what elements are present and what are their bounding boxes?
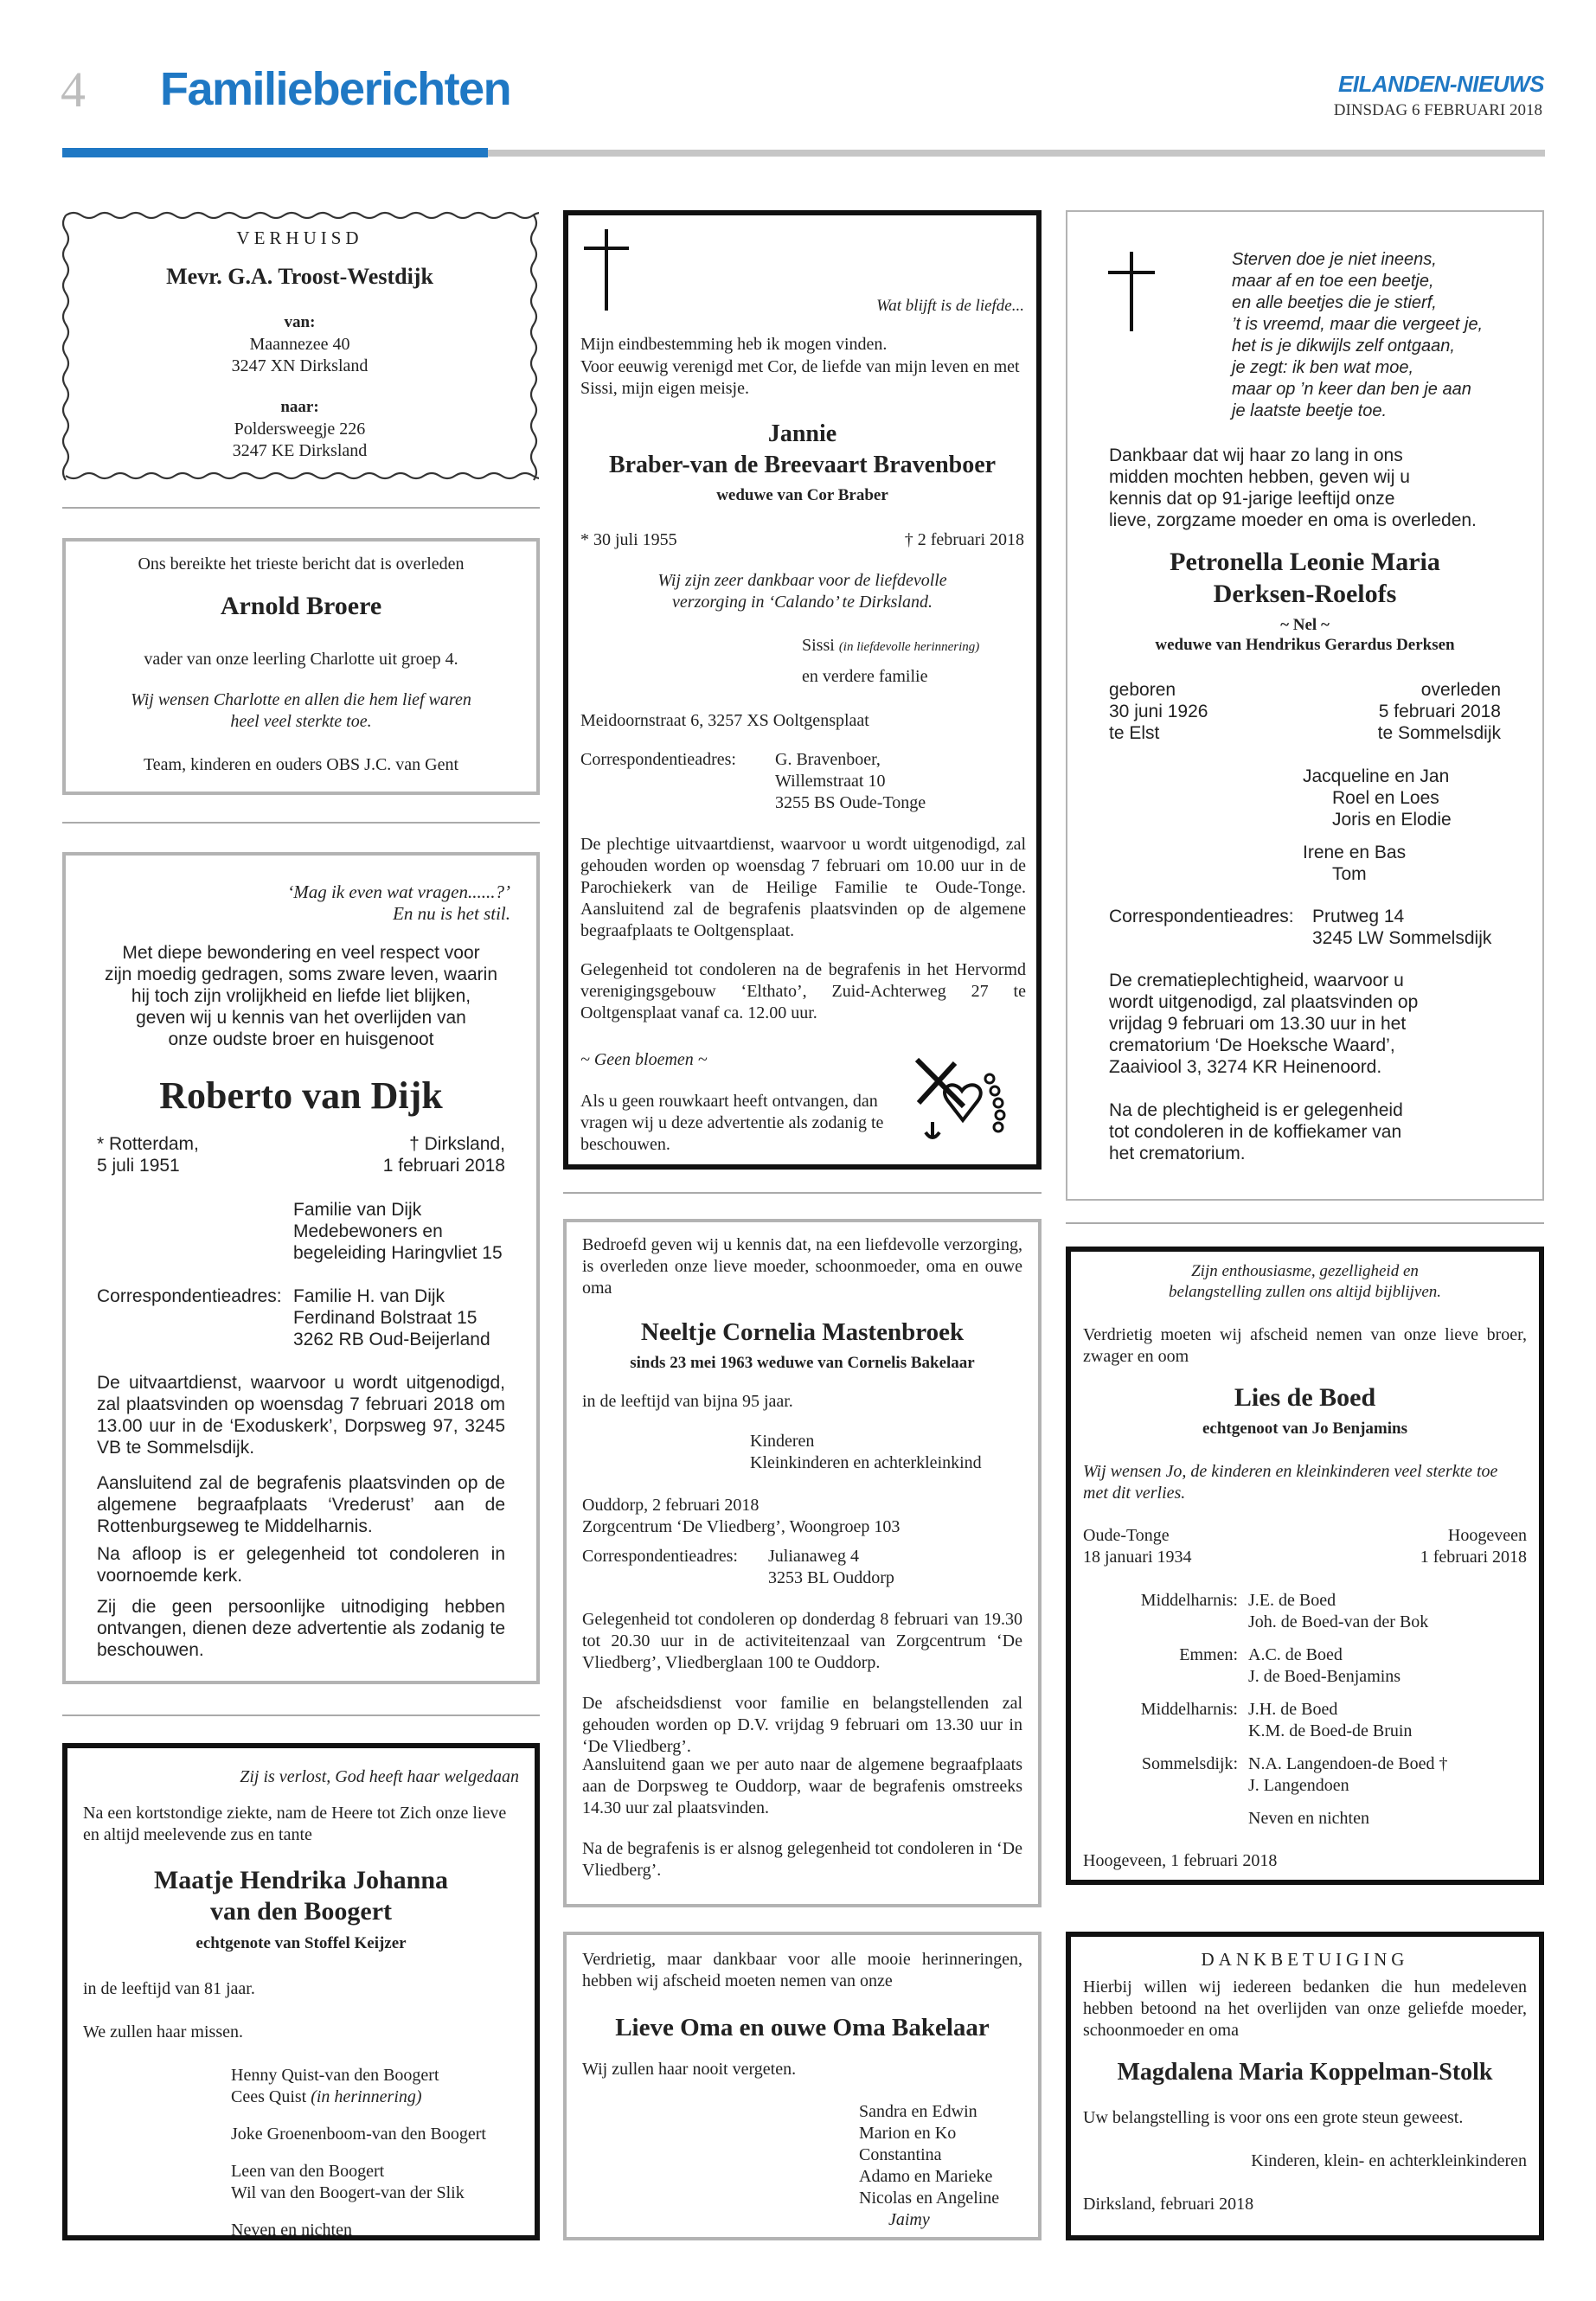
deboed-r4-b: J. Langendoen (1248, 1776, 1349, 1795)
cross-icon-bar (584, 247, 629, 250)
deboed-r1-place: Middelharnis: (1140, 1591, 1238, 1610)
koppelman-intro: Hierbij willen wij iedereen bedanken die hun medeleven hebben betoond na het overlijden van onze geliefde moeder, schoonmoeder en oma (1083, 1977, 1527, 2040)
mastenbroek-age: in de leeftijd van bijna 95 jaar. (582, 1392, 793, 1411)
derksen-poem-1: Sterven doe je niet ineens, (1232, 250, 1437, 269)
derksen-poem-3: en alle beetjes die je stierf, (1232, 293, 1437, 312)
bakelaar-family-4: Adamo en Marieke (859, 2167, 993, 2186)
deboed-r3-place: Middelharnis: (1140, 1700, 1238, 1719)
derksen-poem-2: maar af en toe een beetje, (1232, 272, 1434, 291)
braber-para-1: De plechtige uitvaartdienst, waarvoor u wordt uitgenodigd, zal gehouden worden op woensdag 7 februari om 10.00 uur in de Parochiekerk van de Heilige Familie te Oude-Tonge. Aansluitend zal de begrafenis plaatsvinden op de algemene begraafplaats te Ooltgensplaat. (580, 835, 1026, 940)
deboed-r4-place: Sommelsdijk: (1141, 1754, 1238, 1773)
vandijk-intro-2: zijn moedig gedragen, soms zware leven, waarin (104, 965, 498, 984)
vandijk-intro-5: onze oudste broer en huisgenoot (168, 1029, 434, 1049)
verhuisd-ad (61, 210, 539, 481)
braber-ad (563, 210, 1042, 1170)
mastenbroek-family-2: Kleinkinderen en achterkleinkind (750, 1453, 982, 1472)
braber-intro-2: Voor eeuwig verenigd met Cor, de liefde van mijn leven en met Sissi, mijn eigen meisje. (580, 357, 1020, 398)
deboed-ad (1066, 1247, 1544, 1885)
vandijk-para-3: Na afloop is er gelegenheid tot condoleren in voornoemde kerk. (97, 1544, 505, 1586)
derksen-corr-label: Correspondentieadres: (1109, 907, 1294, 926)
derksen-name-1: Petronella Leonie Maria (1170, 548, 1440, 576)
boogert-family-2 (231, 2087, 422, 2108)
boogert-family-1: Henny Quist-van den Boogert (231, 2066, 439, 2085)
separator (62, 1715, 540, 1716)
mastenbroek-para-1: Gelegenheid tot condoleren op donderdag 8 februari van 19.30 tot 20.30 uur in de activiteitenzaal van Zorgcentrum ‘De Vliedberg’, Vliedberglaan 100 te Ouddorp. (582, 1610, 1022, 1672)
mastenbroek-family-1: Kinderen (750, 1432, 815, 1451)
derksen-para2-1: Na de plechtigheid is er gelegenheid (1109, 1100, 1403, 1120)
vandijk-ad (62, 852, 540, 1684)
vandijk-name: Roberto van Dijk (159, 1074, 443, 1117)
bakelaar-family-1: Sandra en Edwin (859, 2102, 977, 2121)
vandijk-para-4: Zij die geen persoonlijke uitnodiging hebben ontvangen, dienen deze advertentie als zodanig te beschouwen. (97, 1597, 505, 1660)
braber-died: † 2 februari 2018 (904, 530, 1024, 549)
braber-thanks-1: Wij zijn zeer dankbaar voor de liefdevolle (657, 571, 947, 590)
broere-wish-2: heel veel sterkte toe. (230, 712, 372, 731)
boogert-intro: Na een kortstondige ziekte, nam de Heere tot Zich onze lieve en altijd meelevende zus en tante (83, 1804, 507, 1844)
derksen-para2-2: tot condoleren in de koffiekamer van (1109, 1122, 1402, 1142)
header-rule-blue (62, 148, 488, 157)
mastenbroek-intro: Bedroefd geven wij u kennis dat, na een liefdevolle verzorging, is overleden onze lieve moeder, schoonmoeder, oma en ouwe oma (582, 1235, 1022, 1298)
braber-family: en verdere familie (802, 667, 928, 686)
deboed-r4-a: N.A. Langendoen-de Boed † (1248, 1754, 1448, 1773)
deboed-quote-2: belangstelling zullen ons altijd bijblijven. (1168, 1283, 1442, 1301)
braber-thanks-2: verzorging in ‘Calando’ te Dirksland. (672, 593, 933, 612)
deboed-r2-place: Emmen: (1179, 1645, 1238, 1664)
deboed-born-date: 18 januari 1934 (1083, 1548, 1192, 1567)
koppelman-title: DANKBETUIGING (1201, 1949, 1409, 1970)
mastenbroek-name: Neeltje Cornelia Mastenbroek (640, 1318, 965, 1346)
verhuisd-to-city: 3247 KE Dirksland (232, 441, 368, 460)
newspaper-logo: EILANDEN-NIEUWS (1337, 71, 1544, 97)
vandijk-intro-4: geven wij u kennis van het overlijden van (136, 1008, 466, 1028)
derksen-poem-8: je laatste beetje toe. (1232, 401, 1388, 420)
derksen-born-label: geboren (1109, 680, 1176, 700)
deboed-quote-1: Zijn enthousiasme, gezelligheid en (1191, 1262, 1419, 1280)
bakelaar-family-6: Jaimy (888, 2210, 930, 2229)
braber-corr-3: 3255 BS Oude-Tonge (775, 793, 926, 812)
verhuisd-name: Mevr. G.A. Troost-Westdijk (166, 264, 433, 289)
bakelaar-never: Wij zullen haar nooit vergeten. (582, 2060, 797, 2079)
deboed-r2-b: J. de Boed-Benjamins (1248, 1667, 1401, 1686)
mastenbroek-corr-1: Julianaweg 4 (768, 1547, 859, 1566)
derksen-family-3: Joris en Elodie (1332, 810, 1452, 830)
braber-no-flowers: ~ Geen bloemen ~ (580, 1050, 708, 1069)
vandijk-died-date: 1 februari 2018 (382, 1156, 505, 1176)
braber-corr-label: Correspondentieadres: (580, 750, 736, 769)
deboed-r3-a: J.H. de Boed (1248, 1700, 1338, 1719)
boogert-name-2: van den Boogert (210, 1897, 392, 1926)
bakelaar-name: Lieve Oma en ouwe Oma Bakelaar (615, 2014, 990, 2041)
vandijk-family-3: begeleiding Haringvliet 15 (293, 1243, 503, 1263)
deboed-r1-b: Joh. de Boed-van der Bok (1248, 1612, 1429, 1631)
koppelman-family: Kinderen, klein- en achterkleinkinderen (1251, 2151, 1527, 2170)
separator (62, 507, 540, 509)
verhuisd-from-label: van: (284, 313, 316, 331)
derksen-intro-4: lieve, zorgzame moeder en oma is overleden. (1109, 510, 1477, 530)
cross-icon (1130, 252, 1133, 331)
section-title: Familieberichten (160, 63, 511, 115)
vandijk-para-1: De uitvaartdienst, waarvoor u wordt uitgenodigd, zal plaatsvinden op woensdag 7 februari 2018 om 13.00 uur in de ‘Exoduskerk’, Dorpsweg 97, 3245 VB te Sommelsdijk. (97, 1373, 505, 1458)
derksen-died-date: 5 februari 2018 (1378, 702, 1501, 721)
braber-para-3: Als u geen rouwkaart heeft ontvangen, dan vragen wij u deze advertentie als zodanig te beschouwen. (580, 1092, 884, 1154)
vandijk-born-place: * Rotterdam, (97, 1134, 199, 1154)
broere-wish-1: Wij wensen Charlotte en allen die hem lief waren (131, 690, 471, 709)
braber-sissi-note: (in liefdevolle herinnering) (838, 640, 980, 654)
mastenbroek-corr-label: Correspondentieadres: (582, 1547, 738, 1566)
koppelman-ad (1066, 1932, 1544, 2240)
braber-sissi (802, 636, 979, 657)
derksen-poem-5: het is je dikwijls zelf ontgaan, (1232, 336, 1455, 356)
braber-name: Braber-van de Breevaart Bravenboer (608, 452, 997, 478)
boogert-age: in de leeftijd van 81 jaar. (83, 1979, 255, 1998)
braber-quote: Wat blijft is de liefde... (876, 297, 1024, 315)
braber-intro-1: Mijn eindbestemming heb ik mogen vinden. (580, 335, 888, 354)
verhuisd-from-city: 3247 XN Dirksland (231, 356, 369, 375)
braber-corr-1: G. Bravenboer, (775, 750, 881, 769)
vandijk-para-2: Aansluitend zal de begrafenis plaatsvinden op de algemene begraafplaats ‘Vrederust’ aan de Rottenburgseweg te Middelharnis. (97, 1473, 505, 1536)
derksen-intro-2: midden mochten hebben, geven wij u (1109, 467, 1410, 487)
braber-address: Meidoornstraat 6, 3257 XS Ooltgensplaat (580, 711, 869, 730)
braber-born: * 30 juli 1955 (580, 530, 677, 549)
mastenbroek-place: Ouddorp, 2 februari 2018 (582, 1496, 760, 1515)
deboed-intro: Verdrietig moeten wij afscheid nemen van onze lieve broer, zwager en oom (1083, 1325, 1527, 1366)
boogert-quote: Zij is verlost, God heeft haar welgedaan (240, 1767, 519, 1786)
deboed-r2-a: A.C. de Boed (1248, 1645, 1343, 1664)
derksen-spouse: weduwe van Hendrikus Gerardus Derksen (1155, 636, 1455, 654)
bakelaar-family-3: Constantina (859, 2145, 942, 2164)
vandijk-intro-3: hij toch zijn vrolijkheid en liefde liet blijken, (131, 986, 471, 1006)
separator (62, 822, 540, 824)
derksen-intro-1: Dankbaar dat wij haar zo lang in ons (1109, 445, 1403, 465)
verhuisd-title: VERHUISD (236, 228, 363, 248)
boogert-spouse: echtgenote van Stoffel Keijzer (195, 1934, 407, 1952)
deboed-died-place: Hoogeveen (1447, 1526, 1527, 1545)
vandijk-corr-2: Ferdinand Bolstraat 15 (293, 1308, 478, 1328)
vandijk-corr-label: Correspondentieadres: (97, 1286, 282, 1306)
mastenbroek-ad (563, 1219, 1042, 1907)
boogert-name-1: Maatje Hendrika Johanna (153, 1866, 449, 1894)
vandijk-corr-1: Familie H. van Dijk (293, 1286, 445, 1306)
derksen-intro-3: kennis dat op 91-jarige leeftijd onze (1109, 489, 1395, 509)
deboed-spouse: echtgenoot van Jo Benjamins (1202, 1420, 1407, 1438)
page-number: 4 (61, 61, 86, 118)
broere-line: vader van onze leerling Charlotte uit groep 4. (144, 650, 458, 669)
verhuisd-to-street: Poldersweegje 226 (234, 420, 366, 439)
deboed-r1-a: J.E. de Boed (1248, 1591, 1336, 1610)
mastenbroek-home: Zorgcentrum ‘De Vliedberg’, Woongroep 103 (582, 1517, 901, 1536)
vandijk-quote-2: En nu is het stil. (393, 903, 510, 924)
boogert-family-4: Leen van den Boogert (231, 2162, 385, 2181)
verhuisd-to-label: naar: (280, 398, 319, 416)
derksen-nickname: ~ Nel ~ (1280, 616, 1330, 634)
broere-signed: Team, kinderen en ouders OBS J.C. van Gent (143, 755, 459, 774)
koppelman-footer: Dirksland, februari 2018 (1083, 2195, 1254, 2214)
derksen-poem-4: ’t is vreemd, maar die vergeet je, (1232, 315, 1484, 334)
broere-intro: Ons bereikte het trieste bericht dat is overleden (138, 554, 465, 574)
mastenbroek-spouse: sinds 23 mei 1963 weduwe van Cornelis Bakelaar (630, 1354, 975, 1372)
derksen-poem-7: maar op ’n keer dan ben je aan (1232, 380, 1471, 399)
derksen-para1-3: vrijdag 9 februari om 13.30 uur in het (1109, 1014, 1407, 1034)
bakelaar-family-5: Nicolas en Angeline (859, 2189, 1000, 2208)
deboed-wish: Wij wensen Jo, de kinderen en kleinkinderen veel sterkte toe met dit verlies. (1083, 1462, 1498, 1503)
braber-sissi-name: Sissi (802, 636, 835, 655)
derksen-born-date: 30 juni 1926 (1109, 702, 1208, 721)
cross-icon-bar (1108, 271, 1155, 274)
derksen-para1-2: wordt uitgenodigd, zal plaatsvinden op (1109, 992, 1419, 1012)
boogert-family-2-note: (in herinnering) (311, 2087, 422, 2106)
koppelman-thanks: Uw belangstelling is voor ons een grote steun geweest. (1083, 2108, 1464, 2127)
braber-corr-2: Willemstraat 10 (775, 772, 886, 791)
derksen-corr-2: 3245 LW Sommelsdijk (1312, 928, 1492, 948)
bakelaar-family-2: Marion en Ko (859, 2124, 957, 2143)
braber-first-name: Jannie (767, 420, 837, 447)
derksen-born-place: te Elst (1109, 723, 1160, 743)
braber-spouse: weduwe van Cor Braber (716, 486, 888, 504)
derksen-family-2: Roel en Loes (1332, 788, 1439, 808)
derksen-family-1: Jacqueline en Jan (1303, 766, 1450, 786)
derksen-para1-4: crematorium ‘De Hoeksche Waard’, (1109, 1035, 1395, 1055)
faith-hope-love-icon (910, 1053, 1014, 1146)
separator (563, 1192, 1042, 1194)
verhuisd-from-street: Maannezee 40 (249, 335, 350, 354)
header-rule-grey (488, 150, 1545, 157)
vandijk-quote-1: ‘Mag ik even wat vragen......?’ (287, 881, 510, 902)
derksen-para1-1: De crematieplechtigheid, waarvoor u (1109, 971, 1404, 990)
issue-date: DINSDAG 6 FEBRUARI 2018 (1333, 101, 1542, 119)
boogert-miss: We zullen haar missen. (83, 2022, 243, 2041)
vandijk-intro-1: Met diepe bewondering en veel respect voor (122, 943, 480, 963)
boogert-family-6: Neven en nichten (231, 2221, 352, 2240)
derksen-family-4: Irene en Bas (1303, 843, 1407, 862)
bakelaar-ad (563, 1932, 1042, 2240)
derksen-name-2: Derksen-Roelofs (1213, 580, 1397, 608)
vandijk-died-place: † Dirksland, (409, 1134, 505, 1154)
derksen-died-label: overleden (1420, 680, 1501, 700)
derksen-poem-6: je zegt: ik ben wat moe, (1232, 358, 1414, 377)
mastenbroek-para-4: Na de begrafenis is er alsnog gelegenheid tot condoleren in ‘De Vliedberg’. (582, 1839, 1022, 1880)
broere-name: Arnold Broere (220, 592, 382, 620)
deboed-name: Lies de Boed (1234, 1383, 1376, 1412)
cross-icon (605, 229, 608, 311)
derksen-family-5: Tom (1332, 864, 1367, 884)
derksen-corr-1: Prutweg 14 (1312, 907, 1405, 926)
boogert-ad (62, 1743, 540, 2240)
derksen-died-place: te Sommelsdijk (1377, 723, 1501, 743)
mastenbroek-para-3: Aansluitend gaan we per auto naar de algemene begraafplaats aan de Dorpsweg te Ouddorp, waar de begrafenis omstreeks 14.30 uur zal plaatsvinden. (582, 1755, 1022, 1817)
deboed-nieces: Neven en nichten (1248, 1809, 1369, 1828)
vandijk-corr-3: 3262 RB Oud-Beijerland (293, 1330, 490, 1349)
mastenbroek-para-2: De afscheidsdienst voor familie en belangstellenden zal gehouden worden op D.V. vrijdag 9 februari om 13.30 uur in ‘De Vliedberg’. (582, 1694, 1022, 1756)
koppelman-name: Magdalena Maria Koppelman-Stolk (1117, 2059, 1493, 2086)
boogert-family-3: Joke Groenenboom-van den Boogert (231, 2125, 486, 2144)
derksen-para1-5: Zaaiviool 3, 3274 KR Heinenoord. (1109, 1057, 1382, 1077)
mastenbroek-corr-2: 3253 BL Ouddorp (768, 1568, 894, 1587)
derksen-para2-3: het crematorium. (1109, 1144, 1246, 1163)
vandijk-family-2: Medebewoners en (293, 1221, 443, 1241)
vandijk-born-date: 5 juli 1951 (97, 1156, 180, 1176)
boogert-family-5: Wil van den Boogert-van der Slik (231, 2183, 465, 2202)
deboed-footer: Hoogeveen, 1 februari 2018 (1083, 1851, 1278, 1870)
boogert-family-2-name: Cees Quist (231, 2087, 307, 2106)
broere-ad (62, 538, 540, 795)
deboed-r3-b: K.M. de Boed-de Bruin (1248, 1721, 1413, 1740)
separator (1066, 1222, 1544, 1224)
deboed-died-date: 1 februari 2018 (1420, 1548, 1527, 1567)
braber-para-2: Gelegenheid tot condoleren na de begrafenis in het Hervormd verenigingsgebouw ‘Elthato’, Zuid-Achterweg 27 te Ooltgensplaat vanaf ca. 12.00 uur. (580, 960, 1026, 1022)
bakelaar-intro: Verdrietig, maar dankbaar voor alle mooie herinneringen, hebben wij afscheid moeten nemen van onze (582, 1950, 1022, 1990)
derksen-ad (1066, 210, 1544, 1201)
vandijk-family-1: Familie van Dijk (293, 1200, 422, 1220)
deboed-born-place: Oude-Tonge (1083, 1526, 1170, 1545)
